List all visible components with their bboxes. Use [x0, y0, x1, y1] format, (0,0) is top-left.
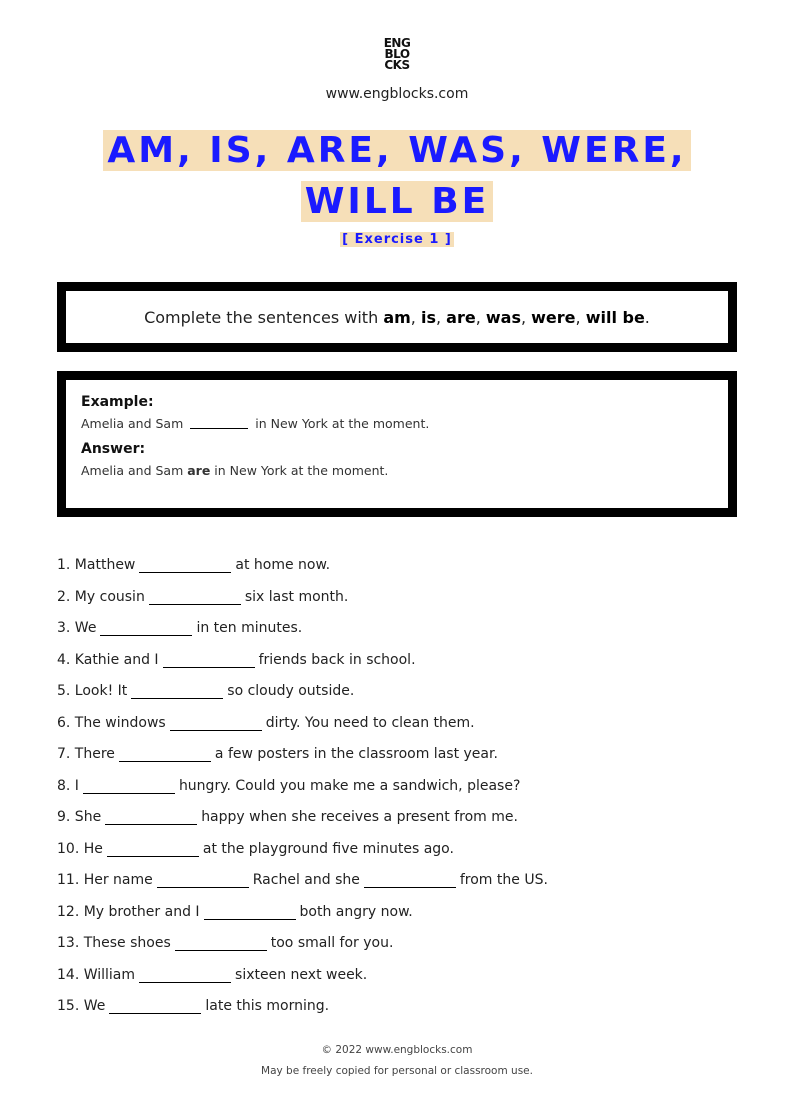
question-text: 13. These shoes — [57, 935, 171, 951]
question-item — [57, 553, 737, 585]
answer-blank[interactable] — [170, 716, 262, 731]
instruction-word: will be — [585, 307, 645, 327]
question-text: 14. William — [57, 966, 136, 983]
answer-blank[interactable] — [83, 779, 175, 794]
question-item — [57, 774, 737, 806]
answer-blank[interactable] — [119, 747, 211, 762]
logo-line-1: ENG — [383, 36, 411, 50]
instruction-text — [144, 308, 650, 327]
question-text: dirty. You need to clean them. — [265, 714, 475, 731]
answer-word: are — [187, 463, 211, 478]
answer-blank[interactable] — [157, 873, 249, 888]
instruction-word: were — [531, 307, 576, 327]
example-sentence-before: Amelia and Sam — [81, 416, 184, 431]
question-text: so cloudy outside. — [227, 683, 355, 699]
question-text: 1. Matthew — [57, 557, 136, 573]
question-list — [57, 553, 737, 1026]
question-item — [57, 711, 737, 743]
question-item — [57, 868, 737, 900]
instruction-separator: . — [644, 307, 650, 327]
exercise-subtitle — [0, 232, 794, 247]
instruction-box — [57, 282, 737, 352]
instruction-separator: , — [435, 307, 447, 327]
site-url[interactable]: www.engblocks.com — [325, 86, 469, 102]
example-label: Example: — [81, 394, 154, 410]
instruction-word: are — [446, 307, 476, 327]
logo-line-3: CKS — [384, 58, 410, 72]
question-text: at the playground five minutes ago. — [202, 840, 454, 857]
question-text: 7. There — [57, 746, 115, 762]
question-text: 9. She — [57, 809, 102, 825]
answer-label: Answer: — [81, 441, 146, 457]
question-text: in ten minutes. — [196, 620, 303, 636]
instruction-separator: , — [410, 307, 421, 327]
exercise-subtitle-text: [ Exercise 1 ] — [342, 232, 452, 247]
question-text: from the US. — [459, 872, 548, 888]
answer-blank[interactable] — [163, 653, 255, 668]
instruction-prefix: Complete the sentences with — [144, 307, 384, 327]
question-text: happy when she receives a present from me. — [201, 809, 518, 825]
question-text: at home now. — [235, 557, 331, 573]
question-text: sixteen next week. — [235, 966, 368, 983]
engblocks-logo — [377, 38, 417, 71]
question-text: 15. We — [57, 998, 106, 1014]
question-text: 3. We — [57, 620, 97, 636]
instruction-word: am — [383, 307, 411, 327]
question-text: late this morning. — [205, 998, 330, 1014]
answer-after: in New York at the moment. — [210, 463, 389, 478]
question-item — [57, 648, 737, 680]
question-text: 5. Look! It — [57, 683, 128, 699]
question-text: hungry. Could you make me a sandwich, please? — [178, 777, 521, 794]
instruction-word: was — [485, 307, 521, 327]
answer-before: Amelia and Sam — [81, 463, 188, 478]
question-text: 2. My cousin — [57, 588, 145, 605]
question-text: Rachel and she — [252, 872, 360, 888]
title-line-1-text: AM, IS, ARE, WAS, WERE, — [103, 130, 690, 171]
answer-blank[interactable] — [109, 999, 201, 1014]
question-text: 11. Her name — [57, 872, 153, 888]
answer-blank[interactable] — [204, 905, 296, 920]
question-item — [57, 931, 737, 963]
answer-blank[interactable] — [105, 810, 197, 825]
example-box — [57, 371, 737, 517]
instruction-word: is — [420, 307, 436, 327]
question-text: 4. Kathie and I — [57, 651, 159, 668]
example-sentence-after: in New York at the moment. — [255, 416, 430, 431]
question-text: 10. He — [57, 840, 103, 857]
title-line-2-text: WILL BE — [301, 181, 494, 222]
answer-sentence — [81, 463, 728, 478]
question-item — [57, 900, 737, 932]
question-item — [57, 963, 737, 995]
footer-copyright: © 2022 www.engblocks.com — [321, 1044, 473, 1056]
logo-line-2: BLO — [384, 47, 410, 61]
question-item — [57, 679, 737, 711]
answer-blank[interactable] — [131, 684, 223, 699]
question-item — [57, 994, 737, 1026]
page-title-line-1 — [0, 130, 794, 171]
page-title-line-2 — [0, 181, 794, 222]
instruction-separator: , — [475, 307, 486, 327]
question-text: six last month. — [244, 588, 349, 605]
question-text: too small for you. — [270, 935, 394, 951]
question-item — [57, 742, 737, 774]
question-text: 12. My brother and I — [57, 903, 200, 920]
question-item — [57, 585, 737, 617]
answer-blank[interactable] — [100, 621, 192, 636]
footer-note: May be freely copied for personal or classroom use. — [261, 1065, 533, 1077]
example-blank[interactable] — [190, 428, 248, 429]
answer-blank[interactable] — [139, 968, 231, 983]
instruction-separator: , — [520, 307, 532, 327]
question-item — [57, 837, 737, 869]
example-sentence — [81, 416, 728, 431]
question-text: both angry now. — [299, 903, 413, 920]
question-text: a few posters in the classroom last year. — [214, 746, 498, 762]
instruction-separator: , — [575, 307, 586, 327]
question-item — [57, 805, 737, 837]
question-text: 6. The windows — [57, 714, 166, 731]
answer-blank[interactable] — [107, 842, 199, 857]
answer-blank[interactable] — [364, 873, 456, 888]
answer-blank[interactable] — [139, 558, 231, 573]
answer-blank[interactable] — [175, 936, 267, 951]
question-text: 8. I — [57, 777, 79, 794]
question-text: friends back in school. — [258, 651, 416, 668]
question-item — [57, 616, 737, 648]
answer-blank[interactable] — [149, 590, 241, 605]
